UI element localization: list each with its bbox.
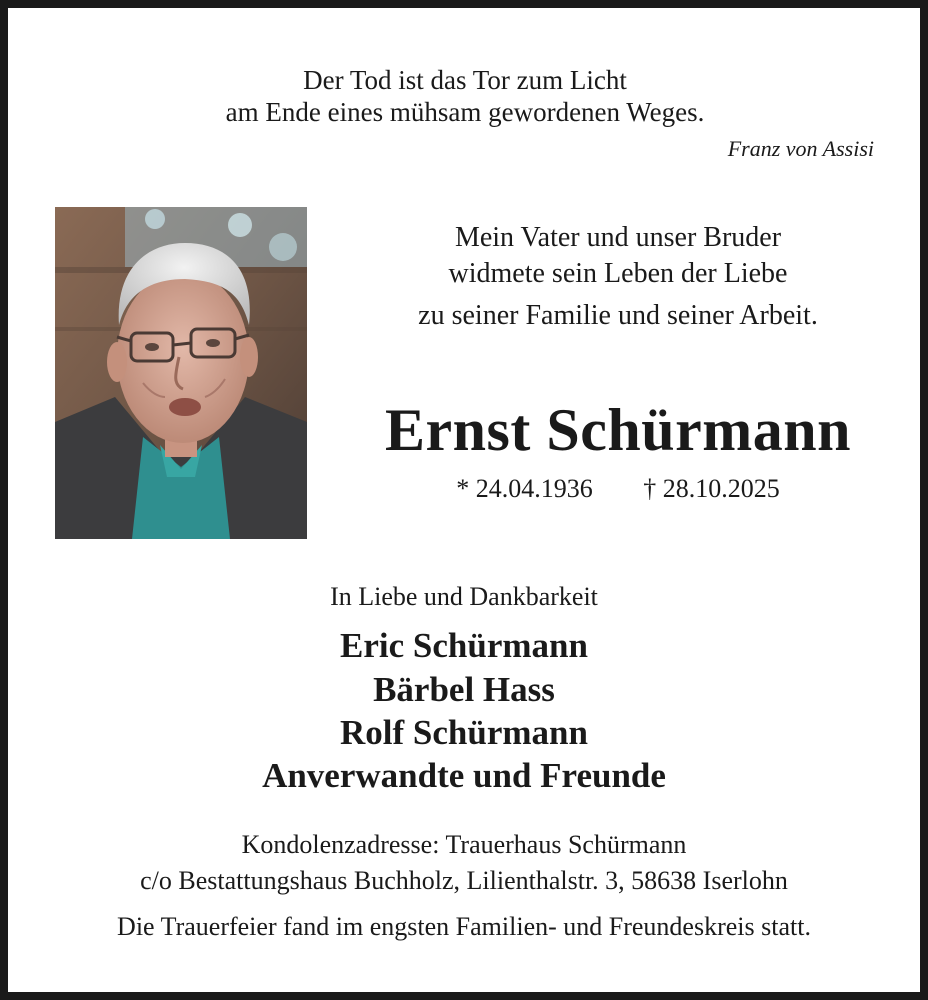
mourner-name: Rolf Schürmann — [340, 713, 588, 752]
condolence-address-line-2: c/o Bestattungshaus Buchholz, Lilienthalstr. 3, 58638 Iserlohn — [140, 866, 788, 895]
mourner-name: Eric Schürmann — [340, 626, 588, 665]
mourner-name: Bärbel Hass — [373, 670, 555, 709]
quote-line-1: Der Tod ist das Tor zum Licht — [303, 65, 627, 95]
quote-author: Franz von Assisi — [727, 136, 874, 161]
obituary-notice — [8, 8, 920, 992]
deceased-name: Ernst Schürmann — [385, 397, 851, 463]
death-date: † 28.10.2025 — [643, 474, 780, 503]
condolence-address-line-1: Kondolenzadresse: Trauerhaus Schürmann — [241, 830, 687, 859]
birth-date: * 24.04.1936 — [456, 474, 593, 503]
dedication-line-3: zu seiner Familie und seiner Arbeit. — [418, 300, 818, 331]
mourners-intro: In Liebe und Dankbarkeit — [330, 582, 598, 611]
dedication-line-2: widmete sein Leben der Liebe — [448, 258, 788, 289]
life-dates — [308, 474, 928, 504]
quote-line-2: am Ende eines mühsam gewordenen Weges. — [225, 97, 705, 127]
portrait-photo — [55, 207, 307, 539]
mourner-name: Anverwandte und Freunde — [262, 756, 666, 795]
portrait-image — [55, 207, 307, 539]
dedication-line-1: Mein Vater und unser Bruder — [454, 222, 782, 253]
ceremony-note: Die Trauerfeier fand im engsten Familien- und Freundeskreis statt. — [117, 912, 811, 941]
